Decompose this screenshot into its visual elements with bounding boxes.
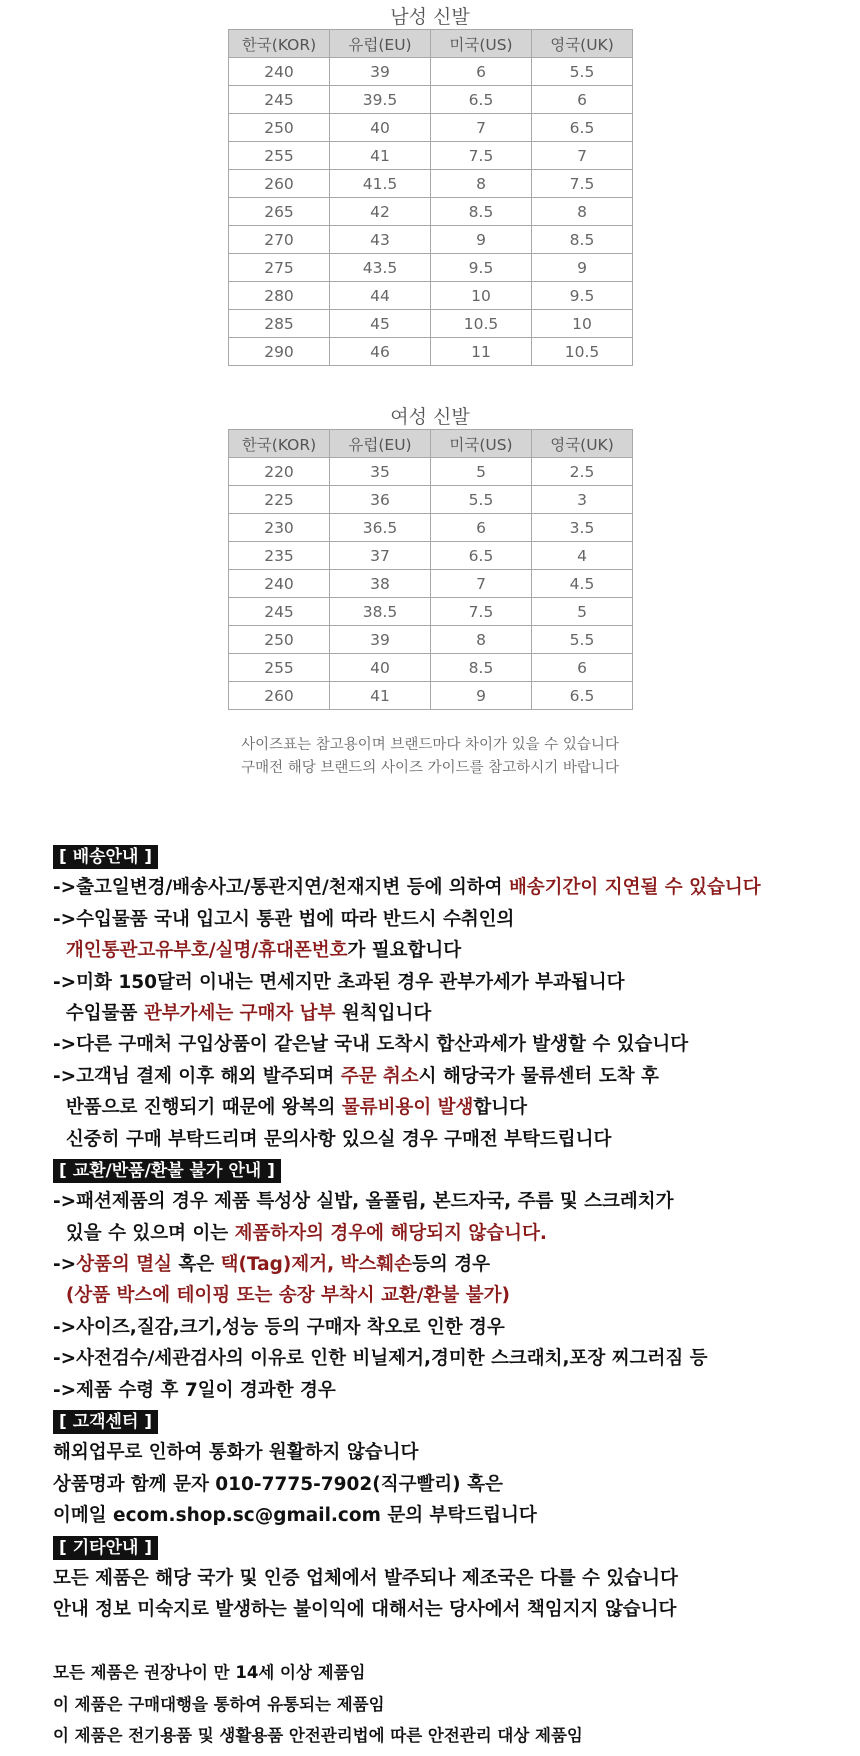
- size-cell: 45: [330, 310, 431, 338]
- size-cell: 6: [431, 514, 532, 542]
- size-cell: 2.5: [532, 458, 633, 486]
- size-cell: 235: [229, 542, 330, 570]
- size-cell: 230: [229, 514, 330, 542]
- size-cell: 280: [229, 282, 330, 310]
- size-cell: 41: [330, 142, 431, 170]
- size-cell: 260: [229, 682, 330, 710]
- etc-line: 모든 제품은 해당 국가 및 인증 업체에서 발주되나 제조국은 다를 수 있습니다: [53, 1567, 678, 1589]
- table-row: [229, 198, 633, 226]
- info-section: [53, 841, 853, 1751]
- size-cell: 10: [431, 282, 532, 310]
- size-cell: 7.5: [431, 142, 532, 170]
- size-cell: 255: [229, 142, 330, 170]
- shipping-line: ->출고일변경/배송사고/통관지연/천재지변 등에 의하여 배송기간이 지연될 수 있습니다: [53, 877, 761, 899]
- size-cell: 245: [229, 598, 330, 626]
- size-cell: 8: [532, 198, 633, 226]
- footer-line: 모든 제품은 권장나이 만 14세 이상 제품임: [53, 1663, 366, 1683]
- customer-line: 상품명과 함께 문자 010-7775-7902(직구빨리) 혹은: [53, 1473, 503, 1495]
- size-cell: 36: [330, 486, 431, 514]
- size-cell: 39: [330, 626, 431, 654]
- size-cell: 3: [532, 486, 633, 514]
- size-cell: 250: [229, 626, 330, 654]
- women-size-title: 여성 신발: [390, 406, 470, 428]
- exchange-line: ->사이즈,질감,크기,성능 등의 구매자 착오로 인한 경우: [53, 1316, 505, 1338]
- size-cell: 255: [229, 654, 330, 682]
- men-size-table: [228, 29, 633, 366]
- size-cell: 5.5: [532, 626, 633, 654]
- shipping-line: ->수입물품 국내 입고시 통관 법에 따라 반드시 수취인의: [53, 908, 515, 930]
- size-cell: 40: [330, 654, 431, 682]
- size-cell: 270: [229, 226, 330, 254]
- table-row: [229, 142, 633, 170]
- exchange-line: ->제품 수령 후 7일이 경과한 경우: [53, 1379, 336, 1401]
- size-cell: 35: [330, 458, 431, 486]
- size-cell: 8.5: [431, 198, 532, 226]
- footer-line: 이 제품은 구매대행을 통하여 유통되는 제품임: [53, 1694, 385, 1714]
- table-row: [229, 58, 633, 86]
- size-cell: 10.5: [431, 310, 532, 338]
- size-cell: 6: [532, 86, 633, 114]
- footer-line: 이 제품은 전기용품 및 생활용품 안전관리법에 따른 안전관리 대상 제품임: [53, 1725, 583, 1745]
- table-row: [229, 114, 633, 142]
- size-cell: 9.5: [431, 254, 532, 282]
- size-cell: 8: [431, 170, 532, 198]
- col-header-eu: 유럽(EU): [330, 430, 431, 458]
- shipping-line: 신중히 구매 부탁드리며 문의사항 있으실 경우 구매전 부탁드립니다: [65, 1128, 612, 1150]
- size-cell: 240: [229, 58, 330, 86]
- size-cell: 5: [431, 458, 532, 486]
- size-cell: 7: [431, 570, 532, 598]
- table-row: [229, 458, 633, 486]
- shipping-line: ->다른 구매처 구입상품이 같은날 국내 도착시 합산과세가 발생할 수 있습니다: [53, 1034, 689, 1056]
- size-cell: 36.5: [330, 514, 431, 542]
- col-header-kor: 한국(KOR): [229, 30, 330, 58]
- col-header-uk: 영국(UK): [532, 430, 633, 458]
- size-cell: 265: [229, 198, 330, 226]
- customer-line: 해외업무로 인하여 통화가 원활하지 않습니다: [53, 1442, 419, 1464]
- men-size-title: 남성 신발: [390, 6, 470, 28]
- size-cell: 7.5: [532, 170, 633, 198]
- size-cell: 9.5: [532, 282, 633, 310]
- size-cell: 260: [229, 170, 330, 198]
- shipping-line: ->고객님 결제 이후 해외 발주되며 주문 취소시 해당국가 물류센터 도착 후: [53, 1065, 659, 1087]
- size-cell: 8.5: [532, 226, 633, 254]
- size-cell: 41.5: [330, 170, 431, 198]
- col-header-us: 미국(US): [431, 430, 532, 458]
- size-cell: 9: [532, 254, 633, 282]
- size-cell: 8: [431, 626, 532, 654]
- size-cell: 8.5: [431, 654, 532, 682]
- size-cell: 43.5: [330, 254, 431, 282]
- size-cell: 5: [532, 598, 633, 626]
- exchange-line: (상품 박스에 테이핑 또는 송장 부착시 교환/환불 불가): [65, 1285, 510, 1307]
- exchange-line: ->사전검수/세관검사의 이유로 인한 비닐제거,경미한 스크래치,포장 찌그러짐 등: [53, 1348, 708, 1370]
- size-cell: 46: [330, 338, 431, 366]
- size-cell: 6.5: [431, 86, 532, 114]
- size-cell: 220: [229, 458, 330, 486]
- size-cell: 5.5: [532, 58, 633, 86]
- size-cell: 37: [330, 542, 431, 570]
- size-cell: 285: [229, 310, 330, 338]
- size-cell: 250: [229, 114, 330, 142]
- men-table-header-row: [229, 30, 633, 58]
- size-cell: 225: [229, 486, 330, 514]
- size-cell: 39: [330, 58, 431, 86]
- shipping-line: 개인통관고유부호/실명/휴대폰번호가 필요합니다: [65, 940, 462, 962]
- table-row: [229, 170, 633, 198]
- table-row: [229, 542, 633, 570]
- table-row: [229, 626, 633, 654]
- exchange-line: ->패션제품의 경우 제품 특성상 실밥, 올풀림, 본드자국, 주름 및 스크레치가: [53, 1191, 674, 1213]
- size-cell: 240: [229, 570, 330, 598]
- size-cell: 41: [330, 682, 431, 710]
- size-cell: 7: [431, 114, 532, 142]
- col-header-uk: 영국(UK): [532, 30, 633, 58]
- shipping-line: ->미화 150달러 이내는 면세지만 초과된 경우 관부가세가 부과됩니다: [53, 971, 625, 993]
- exchange-line: 있을 수 있으며 이는 제품하자의 경우에 해당되지 않습니다.: [65, 1222, 547, 1244]
- size-cell: 9: [431, 226, 532, 254]
- table-row: [229, 338, 633, 366]
- table-row: [229, 86, 633, 114]
- size-cell: 3.5: [532, 514, 633, 542]
- size-cell: 43: [330, 226, 431, 254]
- exchange-header: [ 교환/반품/환불 불가 안내 ]: [53, 1159, 281, 1183]
- customer-line: 이메일 ecom.shop.sc@gmail.com 문의 부탁드립니다: [53, 1505, 537, 1527]
- size-note-line: 사이즈표는 참고용이며 브랜드마다 차이가 있을 수 있습니다: [241, 737, 619, 753]
- size-cell: 40: [330, 114, 431, 142]
- table-row: [229, 598, 633, 626]
- size-cell: 275: [229, 254, 330, 282]
- size-cell: 6.5: [532, 682, 633, 710]
- size-cell: 4: [532, 542, 633, 570]
- size-cell: 5.5: [431, 486, 532, 514]
- col-header-kor: 한국(KOR): [229, 430, 330, 458]
- size-cell: 10.5: [532, 338, 633, 366]
- women-table-header-row: [229, 430, 633, 458]
- table-row: [229, 226, 633, 254]
- size-cell: 9: [431, 682, 532, 710]
- table-row: [229, 654, 633, 682]
- size-cell: 44: [330, 282, 431, 310]
- size-cell: 6.5: [532, 114, 633, 142]
- table-row: [229, 282, 633, 310]
- size-cell: 38.5: [330, 598, 431, 626]
- size-cell: 245: [229, 86, 330, 114]
- size-note-line: 구매전 해당 브랜드의 사이즈 가이드를 참고하시기 바랍니다: [241, 760, 619, 776]
- table-row: [229, 514, 633, 542]
- table-row: [229, 570, 633, 598]
- size-cell: 6: [431, 58, 532, 86]
- table-row: [229, 682, 633, 710]
- col-header-us: 미국(US): [431, 30, 532, 58]
- size-cell: 290: [229, 338, 330, 366]
- size-cell: 39.5: [330, 86, 431, 114]
- size-cell: 38: [330, 570, 431, 598]
- shipping-line: 반품으로 진행되기 때문에 왕복의 물류비용이 발생합니다: [65, 1097, 528, 1119]
- table-row: [229, 486, 633, 514]
- size-cell: 42: [330, 198, 431, 226]
- women-size-table: [228, 429, 633, 710]
- size-cell: 7: [532, 142, 633, 170]
- table-row: [229, 310, 633, 338]
- etc-line: 안내 정보 미숙지로 발생하는 불이익에 대해서는 당사에서 책임지지 않습니다: [53, 1599, 677, 1621]
- col-header-eu: 유럽(EU): [330, 30, 431, 58]
- size-cell: 7.5: [431, 598, 532, 626]
- customer-center-header: [ 고객센터 ]: [53, 1410, 158, 1434]
- exchange-line: ->상품의 멸실 혹은 택(Tag)제거, 박스훼손등의 경우: [53, 1254, 490, 1276]
- size-cell: 6.5: [431, 542, 532, 570]
- size-cell: 6: [532, 654, 633, 682]
- size-note: [0, 734, 860, 780]
- etc-header: [ 기타안내 ]: [53, 1536, 158, 1560]
- size-cell: 4.5: [532, 570, 633, 598]
- size-cell: 11: [431, 338, 532, 366]
- table-row: [229, 254, 633, 282]
- shipping-line: 수입물품 관부가세는 구매자 납부 원칙입니다: [65, 1002, 432, 1024]
- shipping-header: [ 배송안내 ]: [53, 845, 158, 869]
- size-cell: 10: [532, 310, 633, 338]
